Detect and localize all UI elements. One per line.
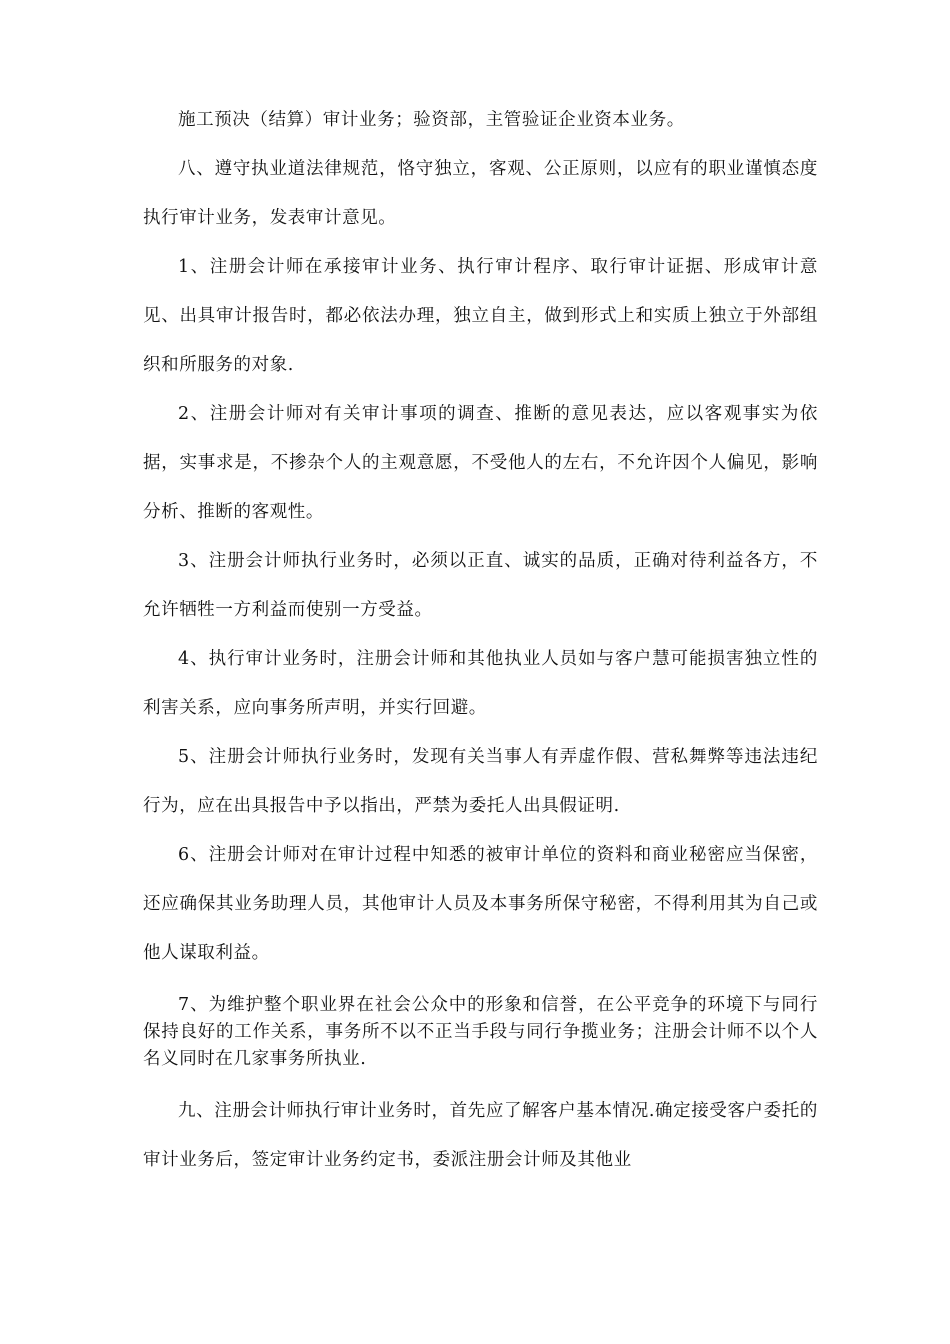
document-body [143,96,818,1185]
paragraph-item-6: 6、注册会计师对在审计过程中知悉的被审计单位的资料和商业秘密应当保密，还应确保其业务助理人员，其他审计人员及本事务所保守秘密，不得利用其为自己或他人谋取利益。 [143,845,818,963]
paragraph-item-5: 5、注册会计师执行业务时，发现有关当事人有弄虚作假、营私舞弊等违法违纪行为，应在出具报告中予以指出，严禁为委托人出具假证明. [143,747,818,816]
paragraph-item-1: 1、注册会计师在承接审计业务、执行审计程序、取行审计证据、形成审计意见、出具审计报告时，都必依法办理，独立自主，做到形式上和实质上独立于外部组织和所服务的对象. [143,257,818,375]
paragraph-item-3: 3、注册会计师执行业务时，必须以正直、诚实的品质，正确对待利益各方，不允许牺牲一方利益而使别一方受益。 [143,551,818,620]
paragraph-item-2: 2、注册会计师对有关审计事项的调查、推断的意见表达，应以客观事实为依据，实事求是，不掺杂个人的主观意愿，不受他人的左右，不允许因个人偏见，影响分析、推断的客观性。 [143,404,818,522]
paragraph-section-8: 八、遵守执业道法律规范，恪守独立，客观、公正原则，以应有的职业谨慎态度执行审计业务，发表审计意见。 [143,159,818,228]
paragraph-continuation: 施工预决（结算）审计业务；验资部，主管验证企业资本业务。 [178,110,685,130]
paragraph-item-4: 4、执行审计业务时，注册会计师和其他执业人员如与客户慧可能损害独立性的利害关系，应向事务所声明，并实行回避。 [143,649,818,718]
paragraph-item-7: 7、为维护整个职业界在社会公众中的形象和信誉，在公平竞争的环境下与同行保持良好的工作关系，事务所不以不正当手段与同行争揽业务；注册会计师不以个人名义同时在几家事务所执业. [143,995,818,1069]
paragraph-section-9: 九、注册会计师执行审计业务时，首先应了解客户基本情况.确定接受客户委托的审计业务后，签定审计业务约定书，委派注册会计师及其他业 [143,1101,818,1170]
